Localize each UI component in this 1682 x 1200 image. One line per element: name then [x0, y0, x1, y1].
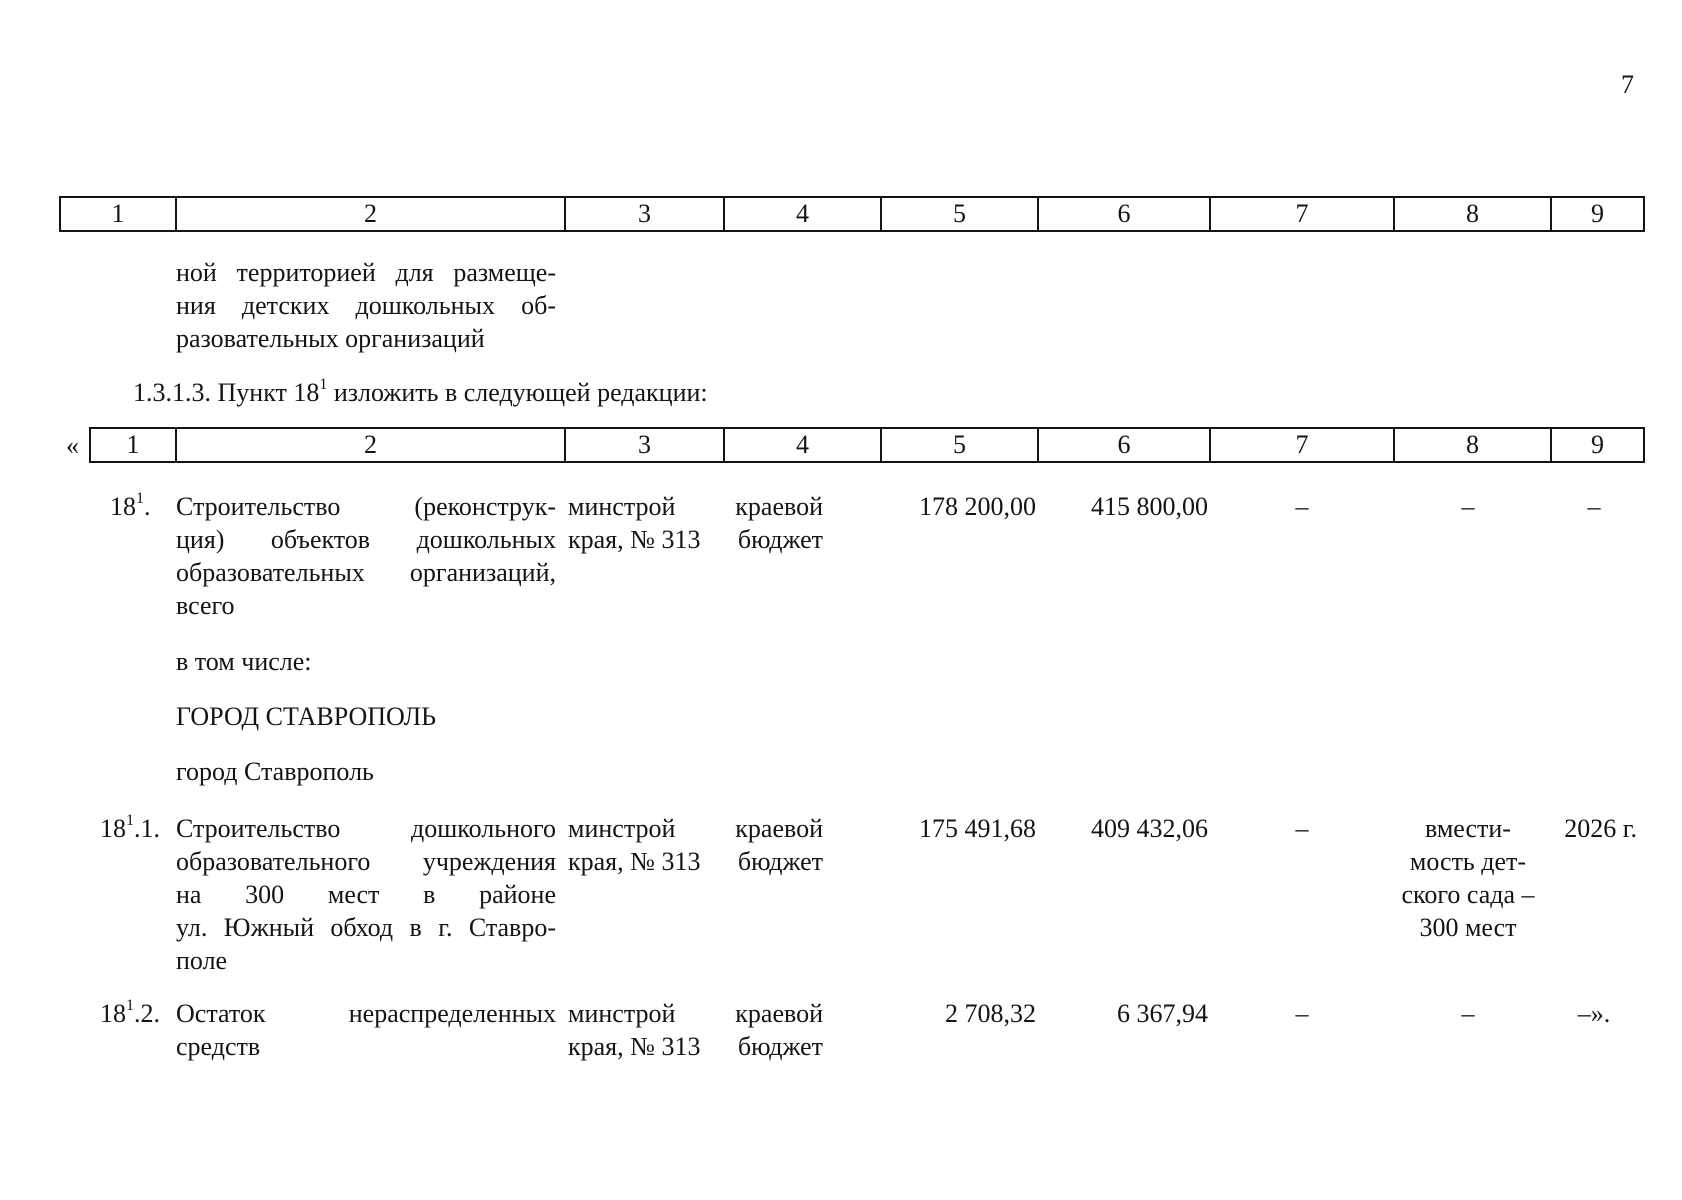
text-line: ция) объектов дошкольных	[176, 525, 556, 554]
row-value-col9: –	[1587, 492, 1601, 521]
row-value-col5: 178 200,00	[919, 492, 1036, 521]
text-line: образовательных организаций,	[176, 558, 556, 587]
row-value-col7: –	[1295, 492, 1309, 521]
column-number-cell: 4	[724, 428, 881, 462]
row-executor	[568, 812, 712, 878]
text-line: ной территорией для размеще-	[176, 258, 556, 287]
row-value-col7: –	[1295, 814, 1309, 843]
text-line: бюджет	[737, 847, 823, 876]
row-value-col5: 2 708,32	[945, 999, 1036, 1028]
column-number-cell: 4	[724, 197, 881, 231]
continued-row-text	[176, 256, 556, 355]
column-number-cell: 8	[1394, 197, 1551, 231]
row-value-col9: 2026 г.	[1564, 814, 1637, 843]
row-funding-source	[727, 812, 823, 878]
text-line: Строительство дошкольного	[176, 814, 556, 843]
text-line: края, № 313	[568, 525, 701, 554]
text-line: края, № 313	[568, 1032, 701, 1061]
row-value-col6: 415 800,00	[1091, 492, 1208, 521]
opening-quote: «	[66, 431, 79, 460]
column-number-cell: 3	[565, 428, 724, 462]
column-number-cell: 6	[1038, 197, 1210, 231]
row-value-col7: –	[1295, 999, 1309, 1028]
row-funding-source	[727, 997, 823, 1063]
column-number-cell: 7	[1210, 428, 1394, 462]
including-label: в том числе:	[176, 647, 312, 676]
row-value-col8: –	[1461, 999, 1475, 1028]
row-value-col9: –».	[1577, 999, 1611, 1028]
text-line: краевой	[735, 814, 823, 843]
text-line: разовательных организаций	[176, 324, 485, 353]
column-number-cell: 3	[565, 197, 724, 231]
column-number-cell: 2	[176, 428, 565, 462]
text-line: бюджет	[737, 525, 823, 554]
text-line: 300 мест	[1419, 913, 1517, 942]
column-number-cell: 9	[1551, 428, 1644, 462]
row-value-col8	[1370, 812, 1566, 944]
row-value-col8: –	[1461, 492, 1475, 521]
text-line: на 300 мест в районе	[176, 880, 556, 909]
row-funding-source	[727, 490, 823, 556]
text-line: ул. Южный обход в г. Ставро-	[176, 913, 556, 942]
text-line: бюджет	[737, 1032, 823, 1061]
page-number: 7	[1621, 70, 1634, 99]
text-line: краевой	[735, 999, 823, 1028]
row-name	[176, 997, 556, 1063]
row-value-col6: 6 367,94	[1117, 999, 1208, 1028]
text-line: края, № 313	[568, 847, 701, 876]
row-number: $18^1.1$.	[100, 812, 160, 843]
row-executor	[568, 490, 712, 556]
text-line: поле	[176, 946, 228, 975]
column-number-cell: 1	[90, 428, 176, 462]
text-line: минстрой	[568, 492, 676, 521]
row-number: $18^1$.	[110, 490, 151, 521]
text-line: ского сада –	[1401, 880, 1535, 909]
row-name	[176, 812, 556, 977]
text-line: минстрой	[568, 814, 676, 843]
column-number-cell: 7	[1210, 197, 1394, 231]
text-line: средств	[176, 1032, 261, 1061]
text-line: Строительство (реконструк-	[176, 492, 556, 521]
row-value-col5: 175 491,68	[919, 814, 1036, 843]
row-value-col6: 409 432,06	[1091, 814, 1208, 843]
column-number-cell: 5	[881, 197, 1038, 231]
column-number-cell: 5	[881, 428, 1038, 462]
column-number-cell: 9	[1551, 197, 1644, 231]
text-line: минстрой	[568, 999, 676, 1028]
text-line: всего	[176, 591, 235, 620]
amendment-instruction: 1.3.1.3. Пункт $18^1$ изложить в следующей редакции:	[133, 376, 708, 407]
column-number-header-top	[59, 196, 1645, 232]
text-line: ния детских дошкольных об-	[176, 291, 556, 320]
row-number: $18^1.2$.	[100, 997, 160, 1028]
text-line: вмести-	[1425, 814, 1511, 843]
row-executor	[568, 997, 712, 1063]
column-number-cell: 6	[1038, 428, 1210, 462]
row-name	[176, 490, 556, 622]
text-line: Остаток нераспределенных	[176, 999, 556, 1028]
text-line: краевой	[735, 492, 823, 521]
text-line: мость дет-	[1409, 847, 1527, 876]
column-number-cell: 8	[1394, 428, 1551, 462]
column-number-header-amended	[89, 427, 1645, 463]
column-number-cell: 1	[60, 197, 176, 231]
city-heading: город Ставрополь	[176, 757, 374, 786]
text-line: образовательного учреждения	[176, 847, 556, 876]
column-number-cell: 2	[176, 197, 565, 231]
region-heading: ГОРОД СТАВРОПОЛЬ	[176, 702, 437, 731]
